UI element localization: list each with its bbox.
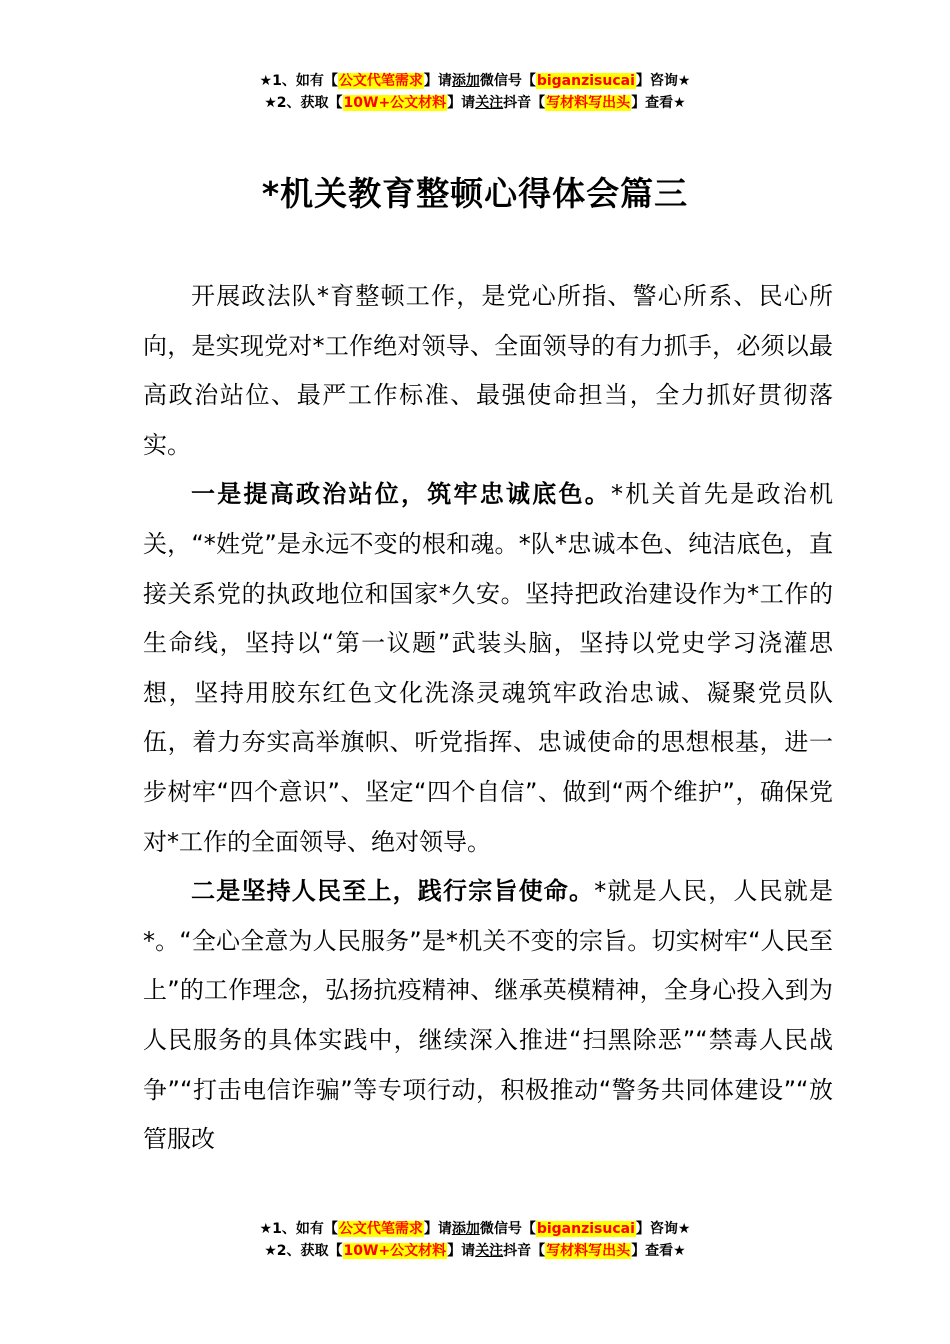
banner-text: 抖音【 <box>503 95 546 111</box>
banner-line-1 <box>0 70 950 92</box>
banner-underline-text: 关注 <box>475 1243 504 1259</box>
paragraph-heading: 一是提高政治站位，筑牢忠诚底色。 <box>191 480 611 509</box>
paragraph-intro <box>143 272 833 470</box>
banner-highlight: 写材料写出头 <box>546 1243 631 1259</box>
banner-text: 】请 <box>423 73 452 89</box>
banner-highlight: 10W+公文材料 <box>343 95 447 111</box>
paragraph-heading: 二是坚持人民至上，践行宗旨使命。 <box>191 877 595 906</box>
paragraph-point-2 <box>143 867 833 1165</box>
banner-text: 】请 <box>447 95 476 111</box>
banner-highlight: 公文代笔需求 <box>338 1221 423 1237</box>
banner-text: 微信号【 <box>479 73 536 89</box>
banner-line-2 <box>0 1240 950 1262</box>
banner-text: 抖音【 <box>503 1243 546 1259</box>
banner-text: 微信号【 <box>479 1221 536 1237</box>
banner-text: 】请 <box>423 1221 452 1237</box>
header-banner <box>0 70 950 114</box>
banner-underline-text: 添加 <box>451 1221 480 1237</box>
banner-text: 】查看★ <box>631 1243 686 1259</box>
banner-text: 】咨询★ <box>635 73 691 89</box>
paragraph-point-1 <box>143 470 833 867</box>
banner-text: 】请 <box>447 1243 476 1259</box>
banner-text: ★1、如有【 <box>259 1221 338 1237</box>
banner-line-1 <box>0 1218 950 1240</box>
banner-text: ★2、获取【 <box>264 1243 343 1259</box>
banner-text: 】咨询★ <box>635 1221 691 1237</box>
banner-highlight: 10W+公文材料 <box>343 1243 447 1259</box>
banner-highlight: 公文代笔需求 <box>338 73 423 89</box>
document-body <box>143 272 833 1165</box>
banner-text: ★2、获取【 <box>264 95 343 111</box>
footer-banner <box>0 1218 950 1262</box>
banner-highlight: biganzisucai <box>536 73 635 89</box>
paragraph-text: *机关首先是政治机关，“*姓党”是永远不变的根和魂。*队*忠诚本色、纯洁底色，直接关系党的执政地位和国家*久安。坚持把政治建设作为*工作的生命线，坚持以“第一议题”武装头脑，坚持以党史学习浇灌思想，坚持用胶东红色文化洗涤灵魂筑牢政治忠诚、凝聚党员队伍，着力夯实高举旗帜、听党指挥、忠诚使命的思想根基，进一步树牢“四个意识”、坚定“四个自信”、做到“两个维护”，确保党对*工作的全面领导、绝对领导。 <box>143 480 833 856</box>
paragraph-text: *就是人民，人民就是*。“全心全意为人民服务”是*机关不变的宗旨。切实树牢“人民至上”的工作理念，弘扬抗疫精神、继承英模精神，全身心投入到为人民服务的具体实践中，继续深入推进“扫黑除恶”“禁毒人民战争”“打击电信诈骗”等专项行动，积极推动“警务共同体建设”“放管服改 <box>143 877 834 1154</box>
banner-underline-text: 关注 <box>475 95 504 111</box>
banner-highlight: biganzisucai <box>536 1221 635 1237</box>
paragraph-text: 开展政法队*育整顿工作，是党心所指、警心所系、民心所向，是实现党对*工作绝对领导、全面领导的有力抓手，必须以最高政治站位、最严工作标准、最强使命担当，全力抓好贯彻落实。 <box>143 282 833 459</box>
banner-underline-text: 添加 <box>451 73 480 89</box>
document-title: *机关教育整顿心得体会篇三 <box>261 174 689 213</box>
banner-text: ★1、如有【 <box>259 73 338 89</box>
banner-highlight: 写材料写出头 <box>546 95 631 111</box>
banner-line-2 <box>0 92 950 114</box>
banner-text: 】查看★ <box>631 95 686 111</box>
